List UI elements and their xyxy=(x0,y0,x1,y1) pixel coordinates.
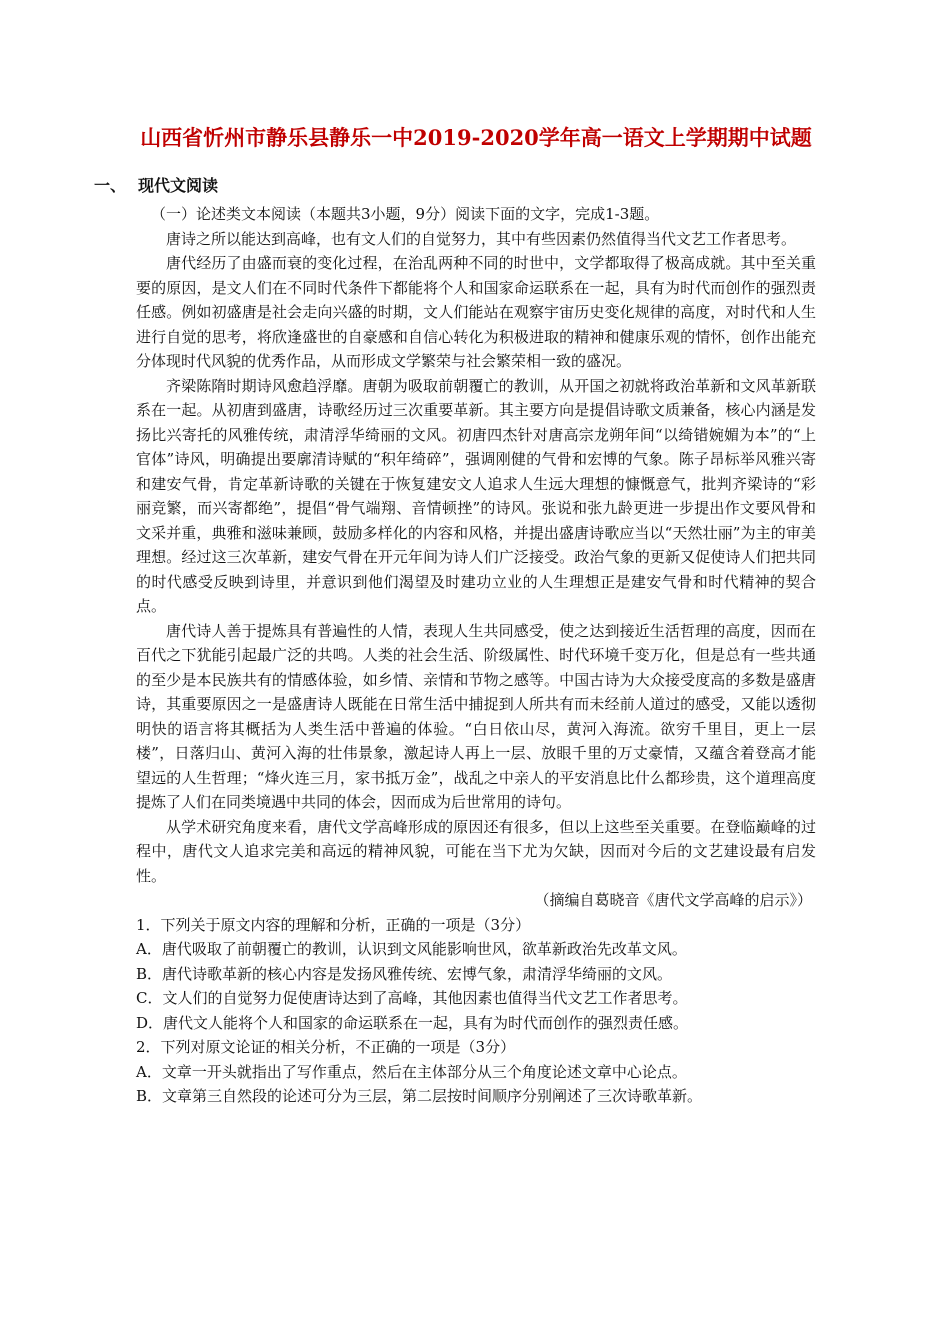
question-1: 1．下列关于原文内容的理解和分析，正确的一项是（3分） xyxy=(136,915,531,934)
paragraph-3: 齐梁陈隋时期诗风愈趋浮靡。唐朝为吸取前朝覆亡的教训，从开国之初就将政治革新和文风革新联系在一起。从初唐到盛唐，诗歌经历过三次重要革新。其主要方向是提倡诗歌文质兼备，核心内涵是发扬比兴寄托的风雅传统，肃清浮华绮丽的文风。初唐四杰针对唐高宗龙朔年间“以绮错婉媚为本”的“上官体”诗风，明确提出要廓清诗赋的“积年绮碎”，强调刚健的气骨和宏博的气象。陈子昂标举风雅兴寄和建安气骨，肯定革新诗歌的关键在于恢复建安文人追求人生远大理想的慷慨意气，批判齐梁诗的“彩丽竞繁，而兴寄都绝”，提倡“骨气端翔、音情顿挫”的诗风。张说和张九龄更进一步提出作文要风骨和文采并重，典雅和滋味兼顾，鼓励多样化的内容和风格，并提出盛唐诗歌应当以“天然壮丽”为主的审美理想。经过这三次革新，建安气骨在开元年间为诗人们广泛接受。政治气象的更新又促使诗人们把共同的时代感受反映到诗里，并意识到他们渴望及时建功立业的人生理想正是建安气骨和时代精神的契合点。 xyxy=(136,376,816,615)
option-2a: A．文章一开头就指出了写作重点，然后在主体部分从三个角度论述文章中心论点。 xyxy=(136,1062,687,1081)
article-body xyxy=(136,202,816,1109)
section-number: 一、 xyxy=(94,176,127,195)
reading-intro: （一）论述类文本阅读（本题共3小题，9分）阅读下面的文字，完成1-3题。 xyxy=(151,205,660,223)
option-1b: B．唐代诗歌革新的核心内容是发扬风雅传统、宏博气象，肃清浮华绮丽的文风。 xyxy=(136,964,673,983)
section-heading xyxy=(94,176,218,196)
question-2: 2．下列对原文论证的相关分析，不正确的一项是（3分） xyxy=(136,1038,516,1056)
option-1c: C．文人们的自觉努力促使唐诗达到了高峰，其他因素也值得当代文艺工作者思考。 xyxy=(136,989,688,1007)
paragraph-1: 唐诗之所以能达到高峰，也有文人们的自觉努力，其中有些因素仍然值得当代文艺工作者思考。 xyxy=(166,229,797,248)
source-citation: （摘编自葛晓音《唐代文学高峰的启示》） xyxy=(534,891,812,909)
option-1a: A．唐代吸取了前朝覆亡的教训，认识到文风能影响世风，欲革新政治先改革文风。 xyxy=(136,940,687,958)
paragraph-4: 唐代诗人善于提炼具有普遍性的人情，表现人生共同感受，使之达到接近生活哲理的高度，因而在百代之下犹能引起最广泛的共鸣。人类的社会生活、阶级属性、时代环境千变万化，但是总有一些共通的至少是本民族共有的情感体验，如乡情、亲情和节物之感等。中国古诗为大众接受度高的多数是盛唐诗，其重要原因之一是盛唐诗人既能在日常生活中捕捉到人所共有而未经前人道过的感受，又能以透彻明快的语言将其概括为人类生活中普遍的体验。“白日依山尽，黄河入海流。欲穷千里目，更上一层楼”，日落归山、黄河入海的壮伟景象，激起诗人再上一层、放眼千里的万丈豪情，又蕴含着登高才能望远的人生哲理；“烽火连三月，家书抵万金”，战乱之中亲人的平安消息比什么都珍贵，这个道理高度提炼了人们在同类境遇中共同的体会，因而成为后世常用的诗句。 xyxy=(136,621,816,811)
section-label: 现代文阅读 xyxy=(138,176,219,195)
paragraph-2: 唐代经历了由盛而衰的变化过程，在治乱两种不同的时世中，文学都取得了极高成就。其中至关重要的原因，是文人们在不同时代条件下都能将个人和国家命运联系在一起，具有为时代而创作的强烈责任感。例如初盛唐是社会走向兴盛的时期，文人们能站在观察宇宙历史变化规律的高度，对时代和人生进行自觉的思考，将欣逢盛世的自豪感和自信心转化为积极进取的精神和健康乐观的情怀，创作出能充分体现时代风貌的优秀作品，从而形成文学繁荣与社会繁荣相一致的盛况。 xyxy=(136,254,816,370)
option-2b: B．文章第三自然段的论述可分为三层，第二层按时间顺序分别阐述了三次诗歌革新。 xyxy=(136,1087,703,1105)
paragraph-5: 从学术研究角度来看，唐代文学高峰形成的原因还有很多，但以上这些至关重要。在登临巅峰的过程中，唐代文人追求完美和高远的精神风貌，可能在当下尤为欠缺，因而对今后的文艺建设最有启发性。 xyxy=(136,817,816,885)
option-1d: D．唐代文人能将个人和国家的命运联系在一起，具有为时代而创作的强烈责任感。 xyxy=(136,1013,689,1032)
page-title: 山西省忻州市静乐县静乐一中2019-2020学年高一语文上学期期中试题 xyxy=(140,125,812,150)
